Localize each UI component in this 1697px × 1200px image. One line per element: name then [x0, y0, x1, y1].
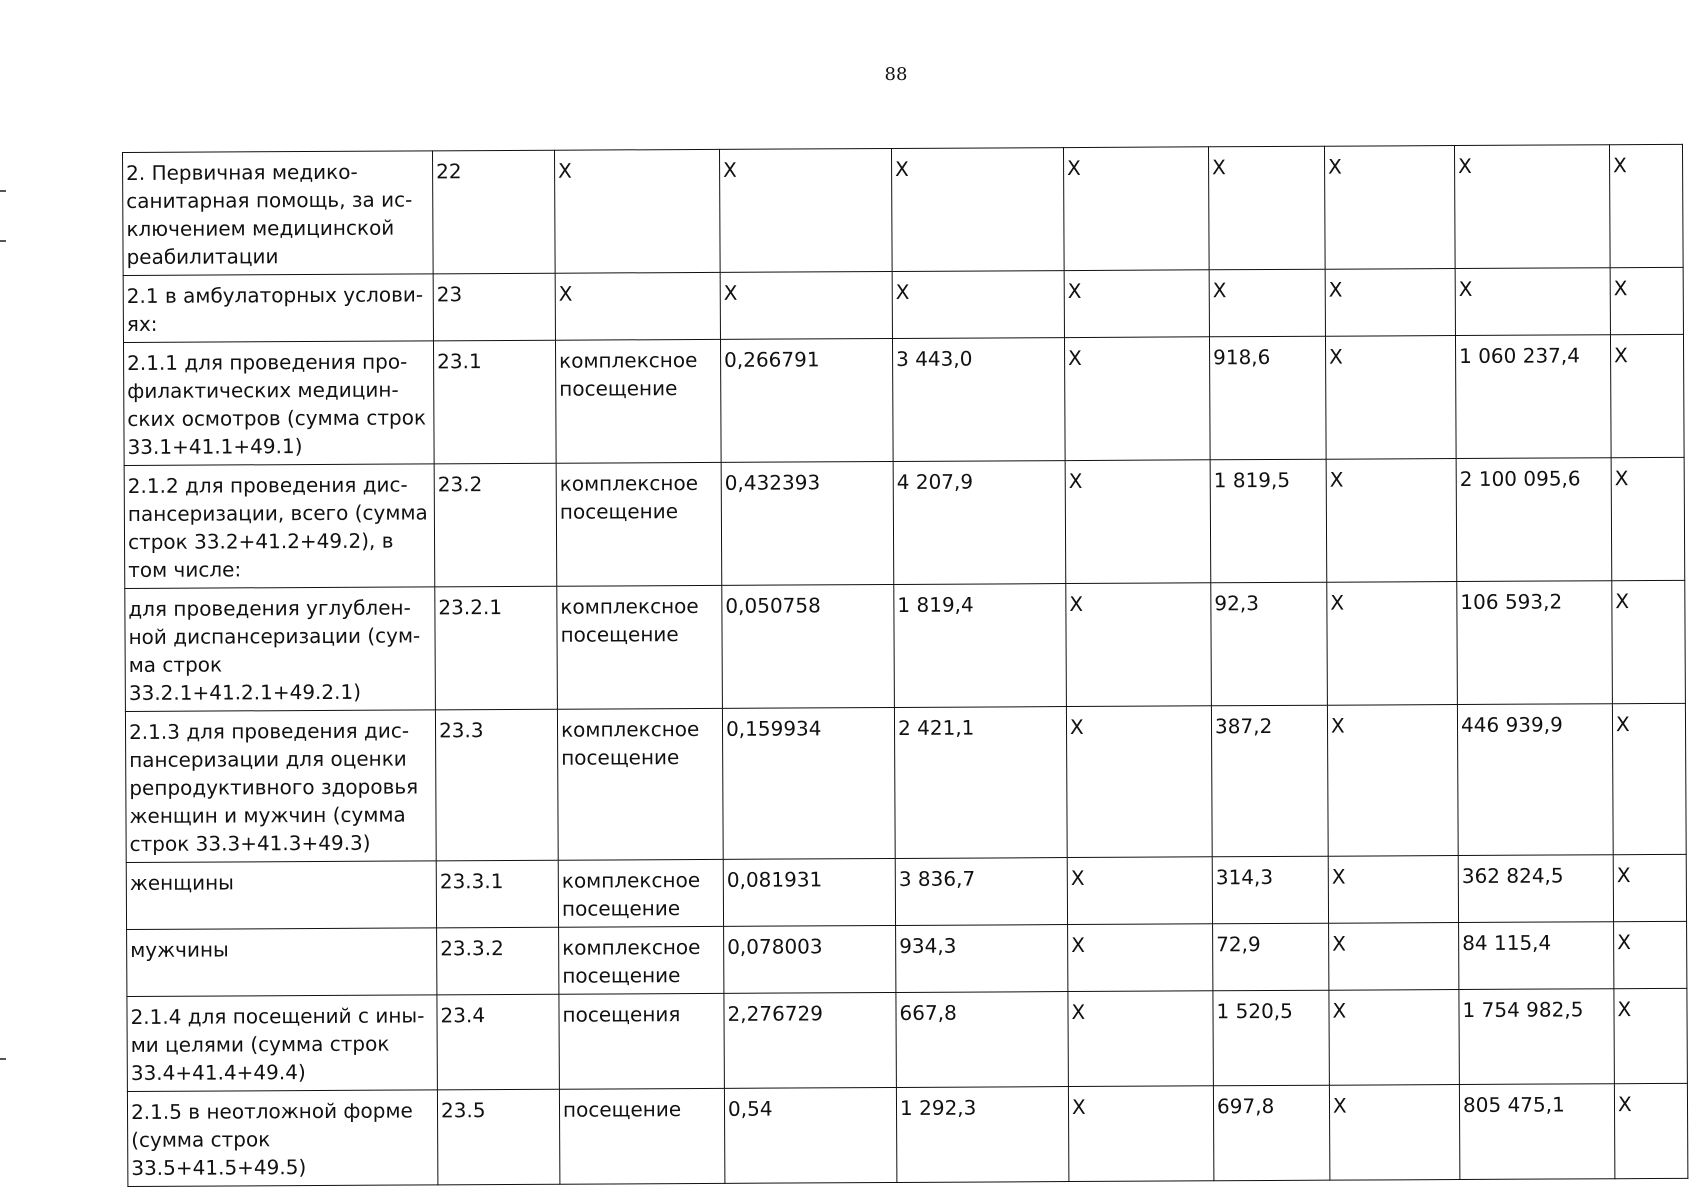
row-cell: X	[1613, 854, 1686, 921]
row-cell: X	[1326, 459, 1457, 583]
row-cell: X	[1614, 988, 1687, 1083]
row-unit: посещения	[559, 993, 724, 1089]
row-cell: 106 593,2	[1457, 581, 1613, 705]
row-cell: 1 754 982,5	[1459, 989, 1614, 1085]
row-cell: 362 824,5	[1458, 855, 1613, 923]
row-cell: X	[1064, 270, 1209, 338]
row-name: 2.1.5 в неотложной форме (сумма строк 33.5+41.5+49.5)	[127, 1090, 437, 1187]
row-cell: X	[1329, 923, 1459, 991]
row-cell: 2 100 095,6	[1456, 458, 1612, 582]
row-cost: 2 421,1	[894, 707, 1067, 859]
row-cost: X	[892, 271, 1064, 339]
row-cost: 3 836,7	[895, 858, 1067, 926]
row-cost: 667,8	[896, 992, 1068, 1088]
table-row	[123, 144, 1684, 275]
row-cell: X	[1612, 703, 1686, 854]
row-norm: 0,081931	[723, 858, 895, 926]
table-row	[124, 457, 1685, 588]
row-cell: X	[1610, 334, 1684, 457]
row-unit: комплексное посещение	[558, 859, 723, 927]
row-name: 2.1.2 для проведения диспансеризации, всего (сумма строк 33.2+41.2+49.2), в том числе:	[124, 464, 435, 589]
row-unit: X	[555, 272, 720, 340]
table-row	[125, 703, 1686, 862]
row-cell: X	[1324, 146, 1455, 270]
row-cell: X	[1208, 146, 1325, 270]
row-cell: X	[1454, 145, 1610, 269]
row-code: 23.2	[434, 463, 557, 587]
row-cell: X	[1328, 856, 1458, 924]
row-cell: 918,6	[1209, 336, 1326, 460]
row-cell: X	[1066, 583, 1212, 707]
row-cell: X	[1614, 1083, 1687, 1178]
row-name: 2.1.3 для проведения диспансеризации для оценки репродуктивного здоровья женщин и мужчин (сумма строк 33.3+41.3+49.3)	[125, 710, 436, 863]
row-cost: 934,3	[896, 925, 1068, 993]
row-code: 23.3.2	[437, 927, 559, 995]
table-body	[123, 144, 1688, 1186]
row-cell: 1 060 237,4	[1455, 335, 1611, 459]
row-cost: 1 292,3	[896, 1087, 1068, 1183]
row-cost: 3 443,0	[892, 338, 1065, 462]
row-cell: X	[1327, 582, 1458, 706]
table-row	[125, 580, 1686, 711]
row-cell: X	[1067, 857, 1212, 925]
row-cell: X	[1068, 991, 1213, 1087]
row-unit: посещение	[559, 1088, 724, 1184]
row-unit: комплексное посещение	[555, 339, 721, 463]
row-unit: комплексное посещение	[557, 585, 723, 709]
row-code: 23.4	[437, 994, 559, 1090]
row-cost: X	[891, 148, 1064, 272]
scan-edge-mark	[0, 240, 6, 242]
row-cell: 72,9	[1213, 923, 1329, 991]
row-cell: 1 520,5	[1213, 990, 1329, 1086]
row-cell: 92,3	[1211, 582, 1328, 706]
row-code: 23.1	[433, 340, 556, 464]
row-cell: X	[1325, 269, 1455, 337]
row-name: 2.1 в амбулаторных условиях:	[123, 274, 433, 343]
row-code: 23.5	[437, 1089, 559, 1185]
row-code: 22	[432, 150, 555, 274]
row-cost: 1 819,4	[894, 584, 1067, 708]
data-table	[122, 144, 1688, 1187]
row-cell: 314,3	[1212, 856, 1328, 924]
row-cell: X	[1209, 269, 1325, 337]
row-cell: 446 939,9	[1457, 704, 1613, 856]
row-cell: X	[1068, 924, 1213, 992]
row-cell: X	[1325, 336, 1456, 460]
row-norm: 0,54	[724, 1087, 896, 1183]
row-name: мужчины	[127, 928, 437, 997]
row-cell: X	[1066, 706, 1212, 858]
row-cell: X	[1610, 267, 1683, 334]
row-cell: 84 115,4	[1459, 922, 1614, 990]
row-cell: X	[1612, 580, 1686, 703]
row-code: 23	[433, 273, 555, 341]
row-cell: 697,8	[1213, 1085, 1329, 1181]
row-name: 2.1.1 для проведения профилактических медицинских осмотров (сумма строк 33.1+41.1+49.1)	[123, 341, 434, 466]
row-code: 23.3	[435, 709, 558, 861]
row-norm: 0,078003	[724, 925, 896, 993]
table-row	[127, 1083, 1687, 1186]
row-unit: комплексное посещение	[556, 462, 722, 586]
row-norm: 0,432393	[721, 461, 894, 585]
row-name: 2.1.4 для посещений с иными целями (сумма строк 33.4+41.4+49.4)	[127, 995, 437, 1092]
row-name: для проведения углубленной диспансеризации (сумма строк 33.2.1+41.2.1+49.2.1)	[125, 587, 436, 712]
scan-edge-mark	[0, 190, 6, 192]
row-cell: X	[1065, 460, 1211, 584]
row-cell: X	[1329, 990, 1459, 1086]
page-number: 88	[884, 64, 908, 85]
scan-edge-mark	[0, 1058, 6, 1060]
row-cell: 805 475,1	[1459, 1084, 1614, 1180]
row-cell: X	[1611, 457, 1685, 580]
row-cell: X	[1068, 1086, 1213, 1182]
row-cell: 387,2	[1211, 705, 1328, 857]
row-cell: 1 819,5	[1210, 459, 1327, 583]
row-cell: X	[1329, 1085, 1459, 1181]
row-cost: 4 207,9	[893, 461, 1066, 585]
row-unit: комплексное посещение	[559, 926, 724, 994]
row-norm: 2,276729	[724, 992, 896, 1088]
row-cell: X	[1614, 921, 1687, 988]
row-norm: X	[720, 271, 892, 339]
row-cell: X	[1455, 268, 1610, 336]
row-norm: 0,159934	[722, 707, 895, 859]
table-row	[123, 267, 1683, 342]
row-name: 2. Первичная медико-санитарная помощь, за исключением медицинской реабилитации	[123, 151, 434, 276]
row-code: 23.3.1	[436, 860, 558, 928]
row-code: 23.2.1	[435, 586, 558, 710]
row-norm: 0,266791	[720, 338, 893, 462]
table-row	[127, 921, 1687, 996]
row-cell: X	[1609, 144, 1683, 267]
row-norm: X	[719, 148, 892, 272]
row-name: женщины	[126, 861, 436, 930]
row-cell: X	[1063, 147, 1209, 271]
table-row	[123, 334, 1684, 465]
row-unit: комплексное посещение	[557, 708, 723, 860]
table-row	[127, 988, 1687, 1091]
row-cell: X	[1064, 337, 1210, 461]
row-unit: X	[554, 149, 720, 273]
row-cell: X	[1327, 705, 1458, 857]
row-norm: 0,050758	[722, 584, 895, 708]
table-row	[126, 854, 1686, 929]
